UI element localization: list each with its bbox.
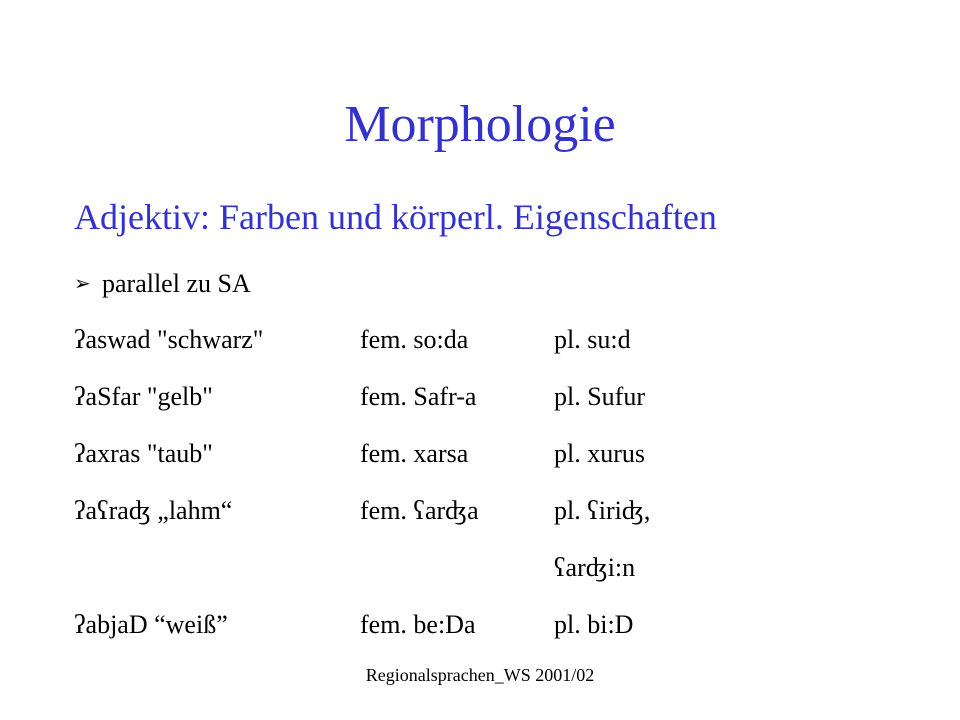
row-4-fem: fem. ʕarʤa — [360, 496, 479, 525]
row-6-plural: pl. bi:D — [554, 610, 634, 639]
row-2-fem: fem. Safr-a — [360, 382, 477, 411]
row-3-fem: fem. xarsa — [360, 439, 469, 468]
bullet-text: parallel zu SA — [102, 269, 251, 298]
row-1-fem: fem. so:da — [360, 325, 469, 354]
slide-title: Morphologie — [344, 96, 616, 153]
row-4-plural: pl. ʕiriʤ, — [554, 496, 651, 525]
row-5-plural: ʕarʤi:n — [554, 553, 636, 582]
right-arrowhead-icon: ➢ — [74, 271, 91, 295]
row-2-plural: pl. Sufur — [554, 382, 645, 411]
row-4-word: ʔaʕraʤ „lahm“ — [74, 496, 233, 525]
bullet-item — [74, 265, 251, 302]
row-2-word: ʔaSfar "gelb" — [74, 382, 213, 411]
slide-footer: Regionalsprachen_WS 2001/02 — [365, 665, 595, 685]
row-6-fem: fem. be:Da — [360, 610, 476, 639]
row-1-plural: pl. su:d — [554, 325, 631, 354]
row-3-word: ʔaxras "taub" — [74, 439, 213, 468]
slide-subtitle: Adjektiv: Farben und körperl. Eigenschaften — [74, 197, 717, 237]
row-3-plural: pl. xurus — [554, 439, 645, 468]
row-6-word: ʔabjaD “weiß” — [74, 610, 228, 639]
row-1-word: ʔaswad "schwarz" — [74, 325, 264, 354]
